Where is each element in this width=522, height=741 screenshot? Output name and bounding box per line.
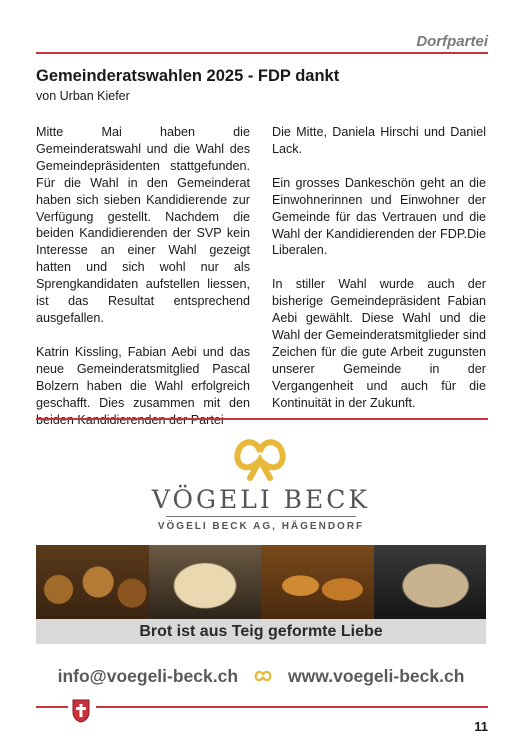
croissant-photo: [261, 545, 374, 619]
ad-slogan: Brot ist aus Teig geformte Liebe: [36, 619, 486, 644]
rustic-bread-photo: [374, 545, 487, 619]
bakery-photo-strip: [36, 545, 486, 619]
ad-website-link[interactable]: www.voegeli-beck.ch: [288, 666, 465, 686]
article-paragraph: Katrin Kissling, Fabian Aebi und das neue Gemeinderatsmitglied Pascal Bolzern haben die Wahl erfolgreich geschafft. Dies zusammen mit den: [36, 344, 250, 410]
pretzel-logo-icon: [230, 430, 290, 486]
coat-of-arms-icon: [72, 699, 90, 723]
article-column-left: [36, 124, 250, 428]
footer-rule-left: [36, 706, 68, 708]
ad-brand-divider: [166, 516, 356, 517]
page-number: 11: [474, 719, 488, 734]
article-title: Gemeinderatswahlen 2025 - FDP dankt: [36, 67, 340, 85]
ad-top-rule: [36, 418, 488, 420]
article-column-right: [272, 124, 486, 429]
pretzel-small-icon: [252, 668, 274, 686]
ad-email-link[interactable]: info@voegeli-beck.ch: [57, 666, 239, 686]
article-byline: von Urban Kiefer: [36, 89, 130, 103]
section-tag: Dorfpartei: [416, 33, 488, 50]
article-paragraph: Ein grosses Dankeschön geht an die Einwohnerinnen und Einwohner der Gemeinde für das Vertrauen und die Wahl der Kandidierenden der FDP.Die Liberalen.: [272, 175, 486, 258]
article-paragraph: In stiller Wahl wurde auch der bisherige Gemeindepräsident Fabian Aebi gewählt. Diese Wahl und die Wahl der Gemeinderatsmitglieder sind Zeichen für die gute Arbeit zugunsten unserer Gemeinde in der Vergangenheit und auch für die Kontinuität in der Zukunft.: [272, 277, 486, 410]
article-paragraph: Mitte Mai haben die Gemeinderatswahl und die Wahl des Gemeindepräsidenten stattgefunden. Für die Wahl in den Gemeinderat haben sich sieben Kandidierende zur Verfügung gestellt. Nachdem die beiden Kandidierenden der SVP kein Interesse an einer Wahl gezeigt hatten und sich wohl nur als Sprengkandidaten aufstellen liessen, ist das Resultat entsprechend ausgefallen.: [36, 125, 250, 325]
ad-contact-row: [0, 666, 522, 687]
ad-brand-name: VÖGELI BECK: [151, 485, 371, 514]
article-paragraph: Die Mitte, Daniela Hirschi und Daniel Lack.: [272, 125, 486, 156]
cheese-bread-photo: [149, 545, 262, 619]
footer-rule-right: [96, 706, 488, 708]
ad-company-name: VÖGELI BECK AG, HÄGENDORF: [157, 521, 365, 532]
header-rule: [36, 52, 488, 54]
bread-photo: [36, 545, 149, 619]
